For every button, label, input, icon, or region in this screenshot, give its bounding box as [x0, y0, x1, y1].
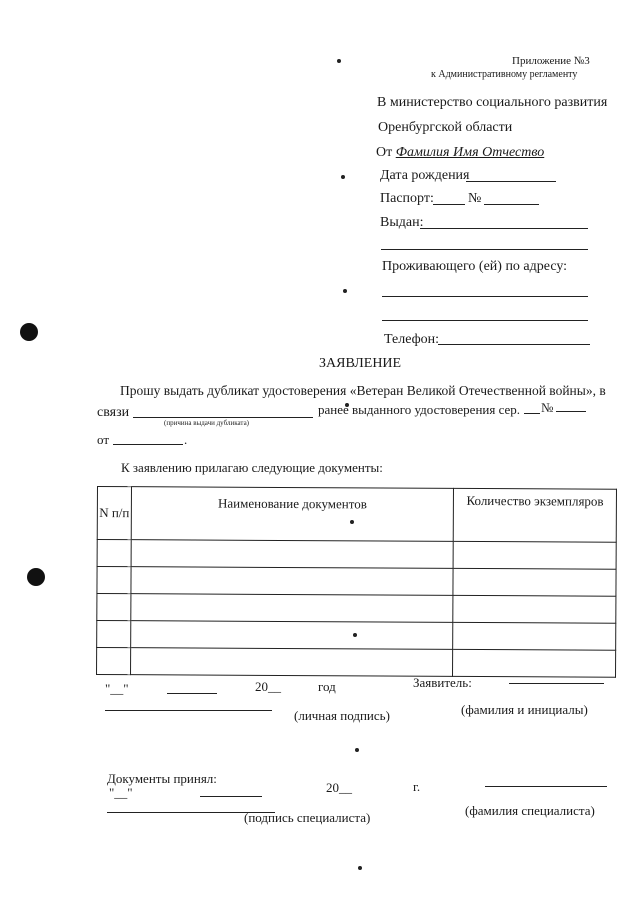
- specialist-signature-hint: (подпись специалиста): [244, 810, 371, 825]
- applicant-signature-line[interactable]: [105, 710, 272, 711]
- date-from-label: от: [97, 432, 110, 447]
- dob-label: Дата рождения: [380, 168, 470, 183]
- table-cell[interactable]: [131, 540, 453, 569]
- issued-label: Выдан:: [380, 215, 424, 230]
- issued-field-1[interactable]: [420, 228, 588, 229]
- table-row: [97, 540, 616, 570]
- documents-table: [96, 486, 617, 678]
- punch-hole-bottom: [27, 568, 45, 586]
- applicant-month-field[interactable]: [167, 693, 217, 694]
- issue-date-field[interactable]: [113, 444, 183, 445]
- table-row: [97, 594, 616, 624]
- applicant-signature-hint: (личная подпись): [294, 708, 390, 723]
- table-cell[interactable]: [453, 568, 616, 596]
- punch-hole-top: [20, 323, 38, 341]
- regulation-label: к Административному регламенту: [431, 69, 578, 80]
- table-cell[interactable]: [453, 595, 616, 623]
- applicant-name-field[interactable]: Фамилия Имя Отчество: [395, 145, 545, 160]
- applicant-date-quotes: "__": [105, 681, 129, 696]
- table-row: [97, 648, 616, 678]
- from-line: [376, 145, 544, 161]
- in-connection-label: связи: [97, 405, 130, 420]
- table-cell[interactable]: [97, 621, 131, 648]
- passport-series-field[interactable]: [433, 204, 465, 205]
- acceptance-year-prefix: 20__: [326, 780, 352, 795]
- acceptance-date-quotes: "__": [109, 785, 133, 800]
- passport-label: Паспорт:: [380, 191, 434, 206]
- scan-speck: [341, 175, 345, 179]
- applicant-year-word: год: [318, 679, 336, 694]
- table-header-row: [97, 487, 616, 543]
- certificate-number-label: №: [541, 400, 554, 415]
- residing-label: Проживающего (ей) по адресу:: [382, 259, 568, 274]
- table-cell[interactable]: [453, 622, 616, 650]
- scan-speck: [343, 289, 347, 293]
- request-line: Прошу выдать дубликат удостоверения «Ветеран Великой Отечественной войны», в: [120, 383, 606, 398]
- column-header-name: Наименование документов: [131, 487, 454, 542]
- table-cell[interactable]: [131, 567, 453, 596]
- certificate-number-field[interactable]: [556, 411, 586, 412]
- specialist-name-hint: (фамилия специалиста): [465, 803, 595, 818]
- accepted-label: Документы принял:: [107, 771, 217, 786]
- certificate-series-field[interactable]: [524, 413, 540, 414]
- applicant-name-line[interactable]: [509, 683, 604, 684]
- previously-issued-label: ранее выданного удостоверения сер.: [318, 402, 521, 417]
- region-line: Оренбургской области: [378, 120, 513, 135]
- reason-field[interactable]: [133, 417, 313, 418]
- date-period: .: [184, 432, 188, 447]
- ministry-line: В министерство социального развития: [377, 95, 608, 110]
- applicant-label: Заявитель:: [413, 675, 472, 690]
- applicant-year-prefix: 20__: [255, 679, 281, 694]
- applicant-name-hint: (фамилия и инициалы): [461, 702, 588, 717]
- attach-line: К заявлению прилагаю следующие документы:: [121, 460, 383, 475]
- table-cell[interactable]: [453, 541, 616, 569]
- reason-hint: (причина выдачи дубликата): [164, 419, 250, 427]
- scan-speck: [358, 866, 362, 870]
- acceptance-year-abbr: г.: [413, 779, 421, 794]
- specialist-name-line[interactable]: [485, 786, 607, 787]
- table-cell[interactable]: [131, 594, 453, 623]
- acceptance-month-field[interactable]: [200, 796, 262, 797]
- document-title: ЗАЯВЛЕНИЕ: [319, 356, 402, 371]
- table-cell[interactable]: [97, 540, 131, 567]
- column-header-number: N п/п: [97, 487, 131, 540]
- phone-field[interactable]: [438, 344, 590, 345]
- passport-number-label: №: [468, 191, 482, 206]
- table-row: [97, 621, 616, 651]
- scan-speck: [337, 59, 341, 63]
- issued-field-2[interactable]: [381, 249, 588, 250]
- table-cell[interactable]: [97, 594, 131, 621]
- scan-speck: [355, 748, 359, 752]
- table-cell[interactable]: [97, 567, 131, 594]
- from-label: От: [376, 145, 393, 160]
- table-cell[interactable]: [97, 648, 131, 675]
- table-row: [97, 567, 616, 597]
- address-field-1[interactable]: [382, 296, 588, 297]
- address-field-2[interactable]: [382, 320, 588, 321]
- appendix-label: Приложение №3: [512, 55, 590, 67]
- table-cell[interactable]: [130, 648, 452, 677]
- table-cell[interactable]: [453, 649, 616, 677]
- phone-label: Телефон:: [384, 332, 440, 347]
- column-header-count: Количество экземпляров: [453, 488, 616, 542]
- dob-field[interactable]: [466, 181, 556, 182]
- passport-number-field[interactable]: [484, 204, 539, 205]
- table-cell[interactable]: [131, 621, 453, 650]
